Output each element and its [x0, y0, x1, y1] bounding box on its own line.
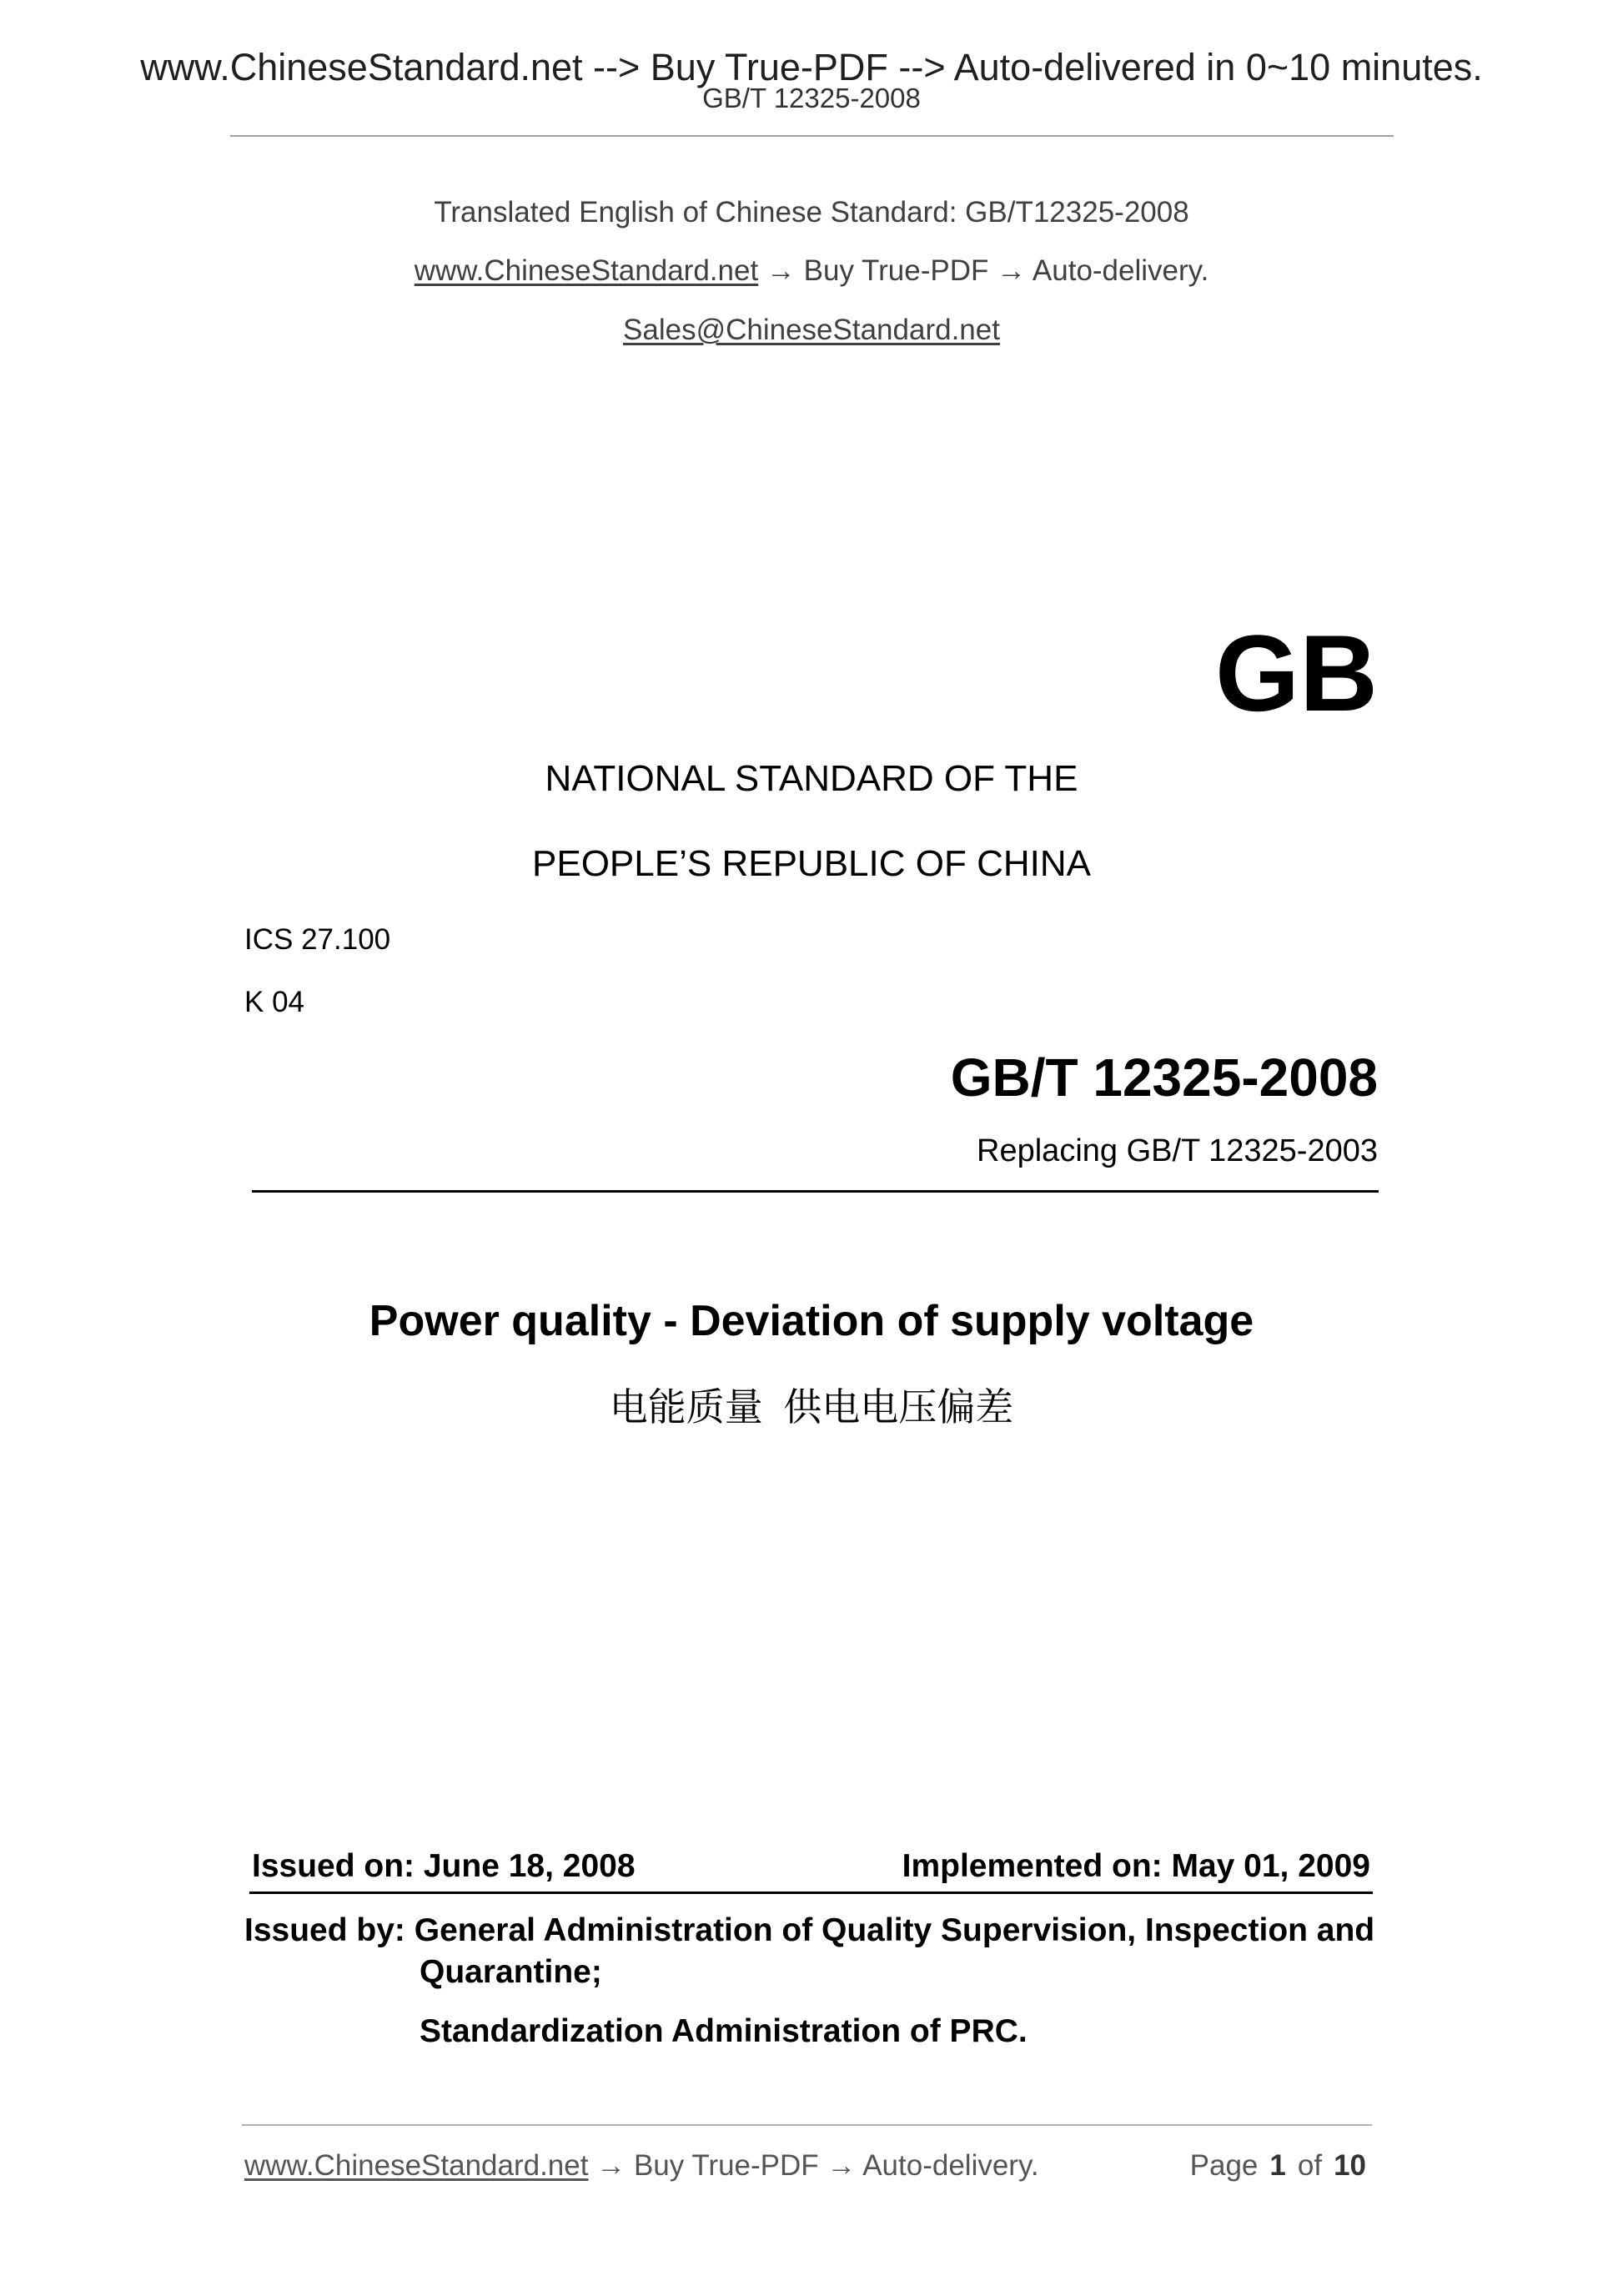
ics-code: ICS 27.100 [244, 923, 391, 956]
footer-divider [242, 2124, 1372, 2126]
issue-dates-divider [249, 1892, 1373, 1894]
page-label: Page [1189, 2149, 1259, 2182]
issued-by-text-line-2: Quarantine; [420, 1954, 602, 1990]
implemented-on-date: Implemented on: May 01, 2009 [902, 1848, 1370, 1884]
page-of-label: of [1297, 2149, 1323, 2182]
sales-email-line [0, 315, 1623, 344]
intro-link-line [0, 256, 1623, 285]
issued-by-text-line-3: Standardization Administration of PRC. [420, 2013, 1028, 2049]
intro-delivery-text: Auto-delivery. [1032, 254, 1209, 287]
intro-site-link[interactable]: www.ChineseStandard.net [414, 254, 759, 287]
header-divider [230, 135, 1394, 137]
sales-email-link[interactable]: Sales@ChineseStandard.net [623, 314, 1000, 346]
page-number [1190, 2151, 1366, 2180]
gb-logo-text: GB [1215, 612, 1378, 734]
standard-number: GB/T 12325-2008 [950, 1048, 1378, 1108]
arrow-right-icon: → [596, 2149, 626, 2182]
replacing-standard: Replacing GB/T 12325-2003 [977, 1133, 1378, 1168]
intro-buy-text: Buy True-PDF [803, 254, 989, 287]
ccs-code: K 04 [244, 986, 304, 1018]
footer-site-link[interactable]: www.ChineseStandard.net [244, 2149, 589, 2182]
issued-by-line [244, 1914, 1374, 1947]
footer-delivery-text: Auto-delivery. [862, 2149, 1039, 2182]
national-standard-line-2: PEOPLE’S REPUBLIC OF CHINA [532, 843, 1091, 884]
document-title-chinese: 电能质量 供电电压偏差 [609, 1384, 1014, 1429]
issued-on-date: Issued on: June 18, 2008 [252, 1848, 636, 1884]
page-total: 10 [1334, 2149, 1366, 2182]
arrow-right-icon: → [997, 254, 1027, 287]
footer-link-line [244, 2151, 1039, 2180]
national-standard-line-1: NATIONAL STANDARD OF THE [545, 758, 1078, 799]
arrow-right-icon: → [827, 2149, 857, 2182]
document-title-english: Power quality - Deviation of supply voltage [369, 1297, 1254, 1345]
issued-by-text-line-1: General Administration of Quality Supervision, Inspection and [414, 1912, 1375, 1948]
top-banner: www.ChineseStandard.net --> Buy True-PDF --> Auto-delivered in 0~10 minutes. [140, 46, 1483, 88]
running-header-doc-number: GB/T 12325-2008 [702, 83, 921, 113]
footer-buy-text: Buy True-PDF [633, 2149, 819, 2182]
page-current: 1 [1269, 2149, 1286, 2182]
issued-by-label: Issued by: [244, 1912, 405, 1948]
arrow-right-icon: → [766, 254, 796, 287]
title-divider [252, 1190, 1379, 1193]
translated-label: Translated English of Chinese Standard: GB/T12325-2008 [434, 196, 1189, 229]
